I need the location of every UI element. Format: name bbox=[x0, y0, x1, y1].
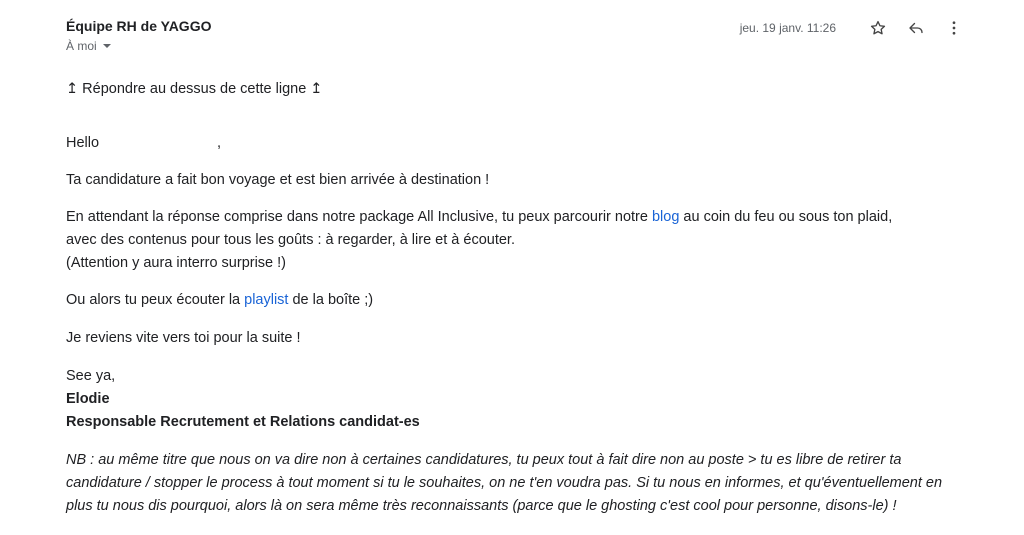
nb-paragraph: NB : au même titre que nous on va dire non à certaines candidatures, tu peux tout à fait dire non au poste > tu es libre de retirer ta candidature / stopper le process à tout moment si tu le souhaites, on ne t'en voudra pas. Si tu nous en informes, et qu'éventuellement en plus tu nous dis pourquoi, alors là on sera même très reconnaissants (parce que le ghosting c'est cool pour personne, disons-le) ! bbox=[66, 452, 943, 514]
playlist-text-after: de la boîte ;) bbox=[288, 292, 374, 308]
sender-name[interactable]: Équipe RH de YAGGO bbox=[66, 18, 212, 34]
greeting bbox=[66, 132, 221, 155]
reply-button[interactable] bbox=[904, 16, 928, 40]
more-vert-icon bbox=[945, 19, 963, 37]
followup-paragraph: Je reviens vite vers toi pour la suite ! bbox=[66, 330, 301, 346]
recipient-toggle[interactable] bbox=[66, 39, 111, 53]
star-icon bbox=[869, 19, 887, 37]
blog-text-line3: (Attention y aura interro surprise !) bbox=[66, 255, 287, 271]
more-options-button[interactable] bbox=[942, 16, 966, 40]
greeting-comma: , bbox=[217, 135, 222, 151]
signoff: See ya, bbox=[66, 368, 116, 384]
confirmation-paragraph: Ta candidature a fait bon voyage et est bien arrivée à destination ! bbox=[66, 172, 490, 188]
email-date: jeu. 19 janv. 11:26 bbox=[739, 21, 836, 35]
chevron-down-icon bbox=[103, 44, 111, 48]
blog-text-line2: avec des contenus pour tous les goûts : à regarder, à lire et à écouter. bbox=[66, 232, 515, 248]
email-header bbox=[66, 16, 966, 56]
reply-above-line-notice: ↥ Répondre au dessus de cette ligne ↥ bbox=[66, 81, 323, 97]
playlist-paragraph bbox=[66, 289, 373, 312]
signer-name: Elodie bbox=[66, 391, 110, 407]
star-button[interactable] bbox=[866, 16, 890, 40]
greeting-text: Hello bbox=[66, 135, 100, 151]
playlist-text-before: Ou alors tu peux écouter la bbox=[66, 292, 245, 308]
blog-text-after: au coin du feu ou sous ton plaid, bbox=[679, 209, 893, 225]
blog-link[interactable]: blog bbox=[651, 209, 680, 225]
blog-paragraph bbox=[66, 206, 966, 275]
recipient-label: À moi bbox=[66, 39, 97, 53]
signer-title: Responsable Recrutement et Relations candidat-es bbox=[66, 414, 420, 430]
blog-text-before: En attendant la réponse comprise dans notre package All Inclusive, tu peux parcourir notre bbox=[66, 209, 652, 225]
playlist-link[interactable]: playlist bbox=[244, 292, 289, 308]
reply-icon bbox=[907, 19, 925, 37]
signature bbox=[66, 365, 420, 434]
email-meta bbox=[740, 16, 966, 40]
